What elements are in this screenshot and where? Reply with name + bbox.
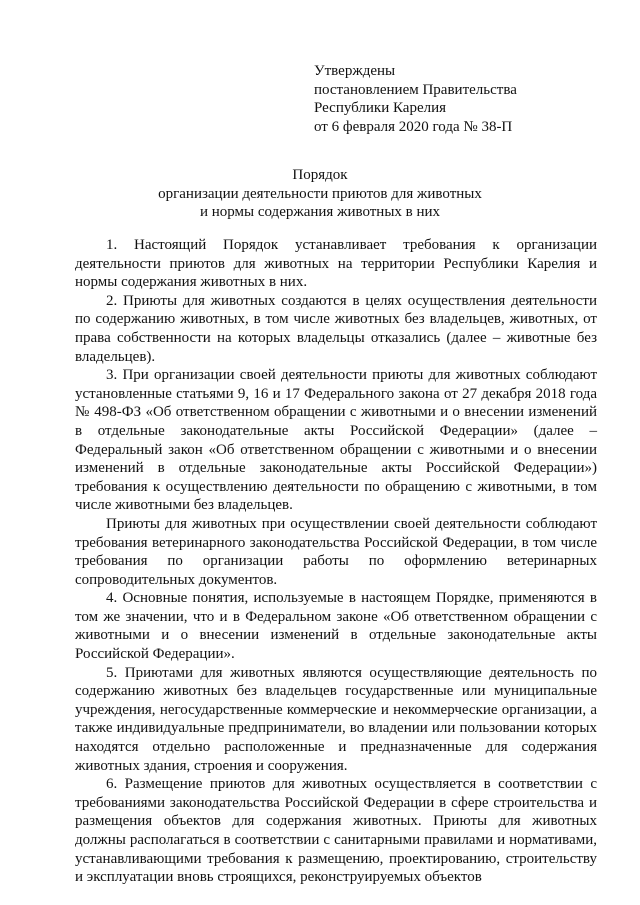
title-line-1: Порядок [292,167,348,183]
paragraph-2: 2. Приюты для животных создаются в целях осуществления деятельности по содержанию животных, в том числе животных без владельцев, животных, от права собственности на которых владельцы отказались (далее – животные без владельцев). [75,292,597,365]
approval-stamp [314,62,517,136]
approval-line-2: постановлением Правительства [314,81,517,98]
paragraph-6: 6. Размещение приютов для животных осуществляется в соответствии с требованиями законодательства Российской Федерации в сфере строительства и размещения объектов для содержания животных. Приюты для животных должны располагаться в соответствии с санитарными правилами и нормативами, устанавливающими требования к размещению, проектированию, строительству и эксплуатации вновь строящихся, реконструируемых объектов [75,776,597,886]
paragraph-1: 1. Настоящий Порядок устанавливает требования к организации деятельности приютов для животных на территории Республики Карелия и нормы содержания животных в них. [75,237,597,291]
approval-line-1: Утверждены [314,63,396,79]
approval-line-4: от 6 февраля 2020 года № 38-П [314,118,513,135]
title-line-3: и нормы содержания животных в них [199,204,441,220]
document-body [75,236,597,887]
document-title [0,166,640,222]
paragraph-3: 3. При организации своей деятельности приюты для животных соблюдают установленные статьями 9, 16 и 17 Федерального закона от 27 декабря 2018 года № 498-ФЗ «Об ответственном обращении с животными и о внесении изменений в отдельные законодательные акты Российской Федерации» (далее – Федеральный закон «Об ответственном обращении с животными и о внесении изменений в отдельные законодательные акты Российской Федерации») требования к осуществлению деятельности по обращению с животными, в том числе животными без владельцев. [75,367,597,514]
paragraph-4: 4. Основные понятия, используемые в настоящем Порядке, применяются в том же значении, что и в Федеральном законе «Об ответственном обращении с животными и о внесении изменений в отдельные законодательные акты Российской Федерации». [75,590,597,663]
title-line-2: организации деятельности приютов для животных [158,185,482,202]
paragraph-3-continued: Приюты для животных при осуществлении своей деятельности соблюдают требования ветеринарного законодательства Российской Федерации, в том числе требования по организации работы по оформлению ветеринарных сопроводительных документов. [75,515,597,588]
approval-line-3: Республики Карелия [314,100,447,116]
paragraph-5: 5. Приютами для животных являются осуществляющие деятельность по содержанию животных без владельцев государственные или муниципальные учреждения, негосударственные коммерческие и некоммерческие организации, а также индивидуальные предприниматели, во владении или пользовании которых находятся отдельно расположенные и предназначенные для содержания животных здания, строения и сооружения. [75,664,597,774]
